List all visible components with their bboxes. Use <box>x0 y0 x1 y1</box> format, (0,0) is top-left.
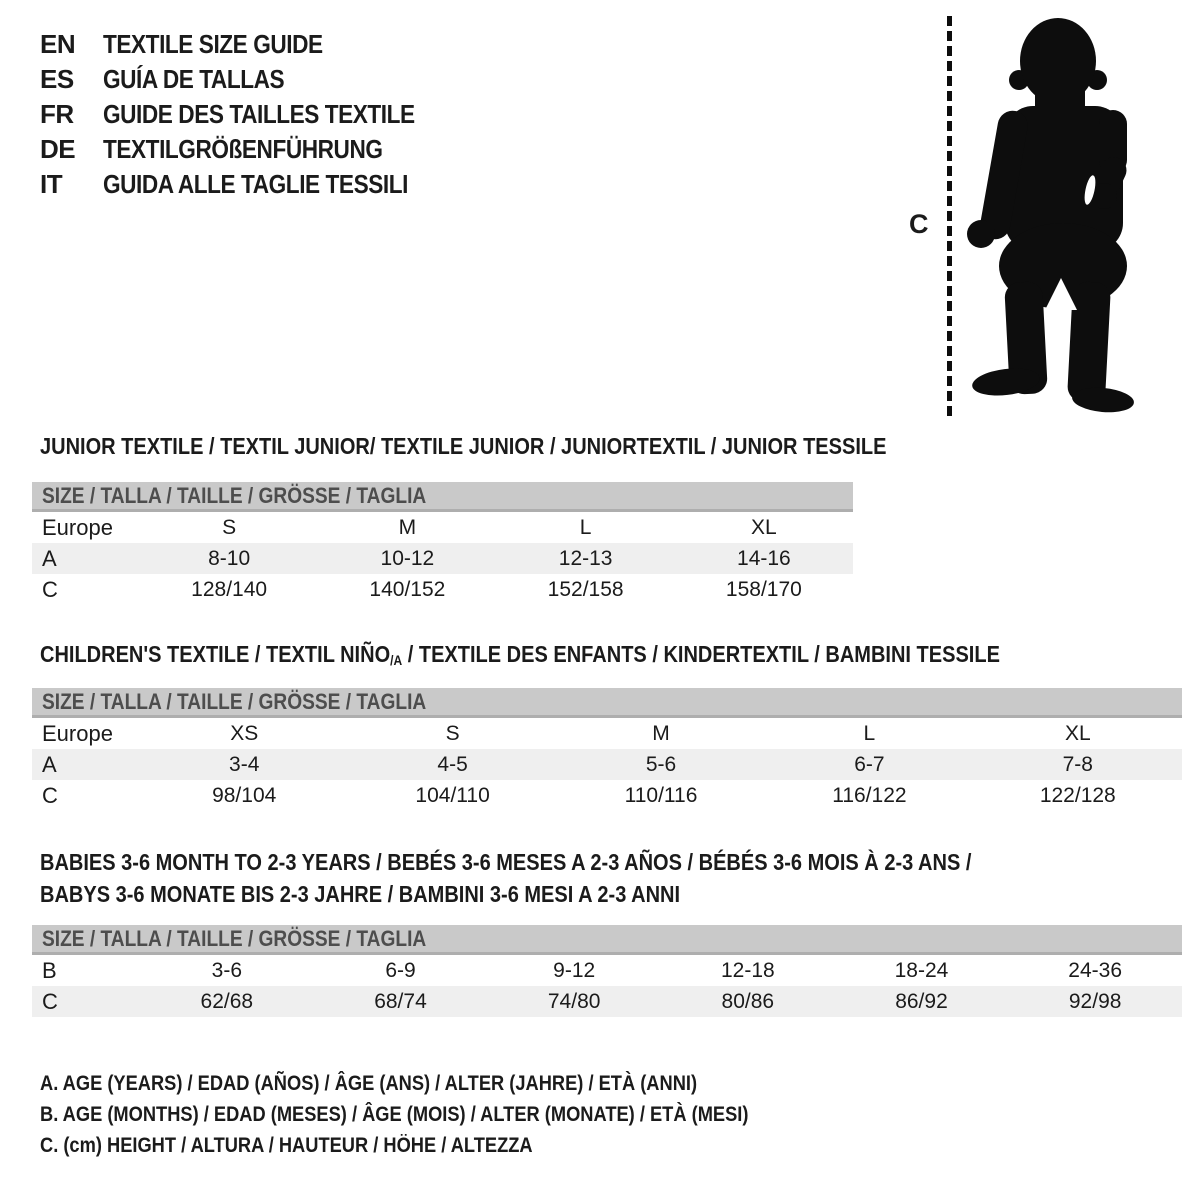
table-row <box>32 574 853 605</box>
language-guide-title: GUIDE DES TAILLES TEXTILE <box>103 99 415 129</box>
legend-line-text: C. (cm) HEIGHT / ALTURA / HAUTEUR / HÖHE / ALTEZZA <box>40 1134 533 1157</box>
table-cell: 140/152 <box>369 577 446 601</box>
table-cell: 62/68 <box>200 989 254 1013</box>
junior-section-title <box>40 433 1013 459</box>
children-title-subscript: /A <box>390 653 403 669</box>
language-guide-title: GUIDA ALLE TAGLIE TESSILI <box>103 169 408 199</box>
height-measure-line <box>947 16 952 416</box>
language-code: IT <box>40 169 63 199</box>
table-cell: 152/158 <box>547 577 624 601</box>
language-title-row <box>40 167 461 202</box>
language-title-list <box>40 27 461 202</box>
language-code: EN <box>40 29 76 59</box>
language-title-row <box>40 97 461 132</box>
table-cell: 128/140 <box>191 577 268 601</box>
children-size-table <box>32 688 1182 811</box>
table-cell: 4-5 <box>437 752 468 776</box>
toddler-leg-right <box>1067 281 1111 403</box>
size-header-label: SIZE / TALLA / TAILLE / GRÖSSE / TAGLIA <box>42 689 427 714</box>
table-cell: M <box>652 721 670 745</box>
table-cell: 86/92 <box>895 989 948 1013</box>
table-cell: XL <box>751 515 777 539</box>
table-row <box>32 780 1182 811</box>
size-header-label: SIZE / TALLA / TAILLE / GRÖSSE / TAGLIA <box>42 926 427 951</box>
babies-section-title-line2 <box>40 881 776 907</box>
table-cell: S <box>222 515 237 539</box>
legend-line <box>40 1099 854 1130</box>
language-code: DE <box>40 134 76 164</box>
table-cell: 24-36 <box>1068 958 1123 982</box>
table-cell: 7-8 <box>1062 752 1093 776</box>
size-header-label: SIZE / TALLA / TAILLE / GRÖSSE / TAGLIA <box>42 483 427 508</box>
table-cell: 14-16 <box>737 546 791 570</box>
junior-size-header-bar <box>32 482 853 512</box>
row-label: Europe <box>42 720 113 746</box>
table-cell: XL <box>1064 721 1091 745</box>
table-cell: 8-10 <box>208 546 251 570</box>
table-cell: L <box>863 721 876 745</box>
legend-line-text: B. AGE (MONTHS) / EDAD (MESES) / ÂGE (MOIS) / ALTER (MONATE) / ETÀ (MESI) <box>40 1103 749 1126</box>
row-label: B <box>42 957 57 983</box>
toddler-body <box>967 18 1135 415</box>
table-cell: 80/86 <box>721 989 775 1013</box>
babies-section-title-line1-text: BABIES 3-6 MONTH TO 2-3 YEARS / BEBÉS 3-6 MESES A 2-3 AÑOS / BÉBÉS 3-6 MOIS À 2-3 ANS / <box>40 849 972 875</box>
table-cell: 74/80 <box>547 989 601 1013</box>
language-code: ES <box>40 64 74 94</box>
table-row <box>32 749 1182 780</box>
junior-table-body <box>32 512 853 605</box>
table-cell: 6-7 <box>854 752 885 776</box>
table-row <box>32 718 1182 749</box>
junior-size-table <box>32 482 853 605</box>
row-label: C <box>42 576 58 602</box>
table-cell: 110/116 <box>624 783 698 807</box>
language-guide-title: GUÍA DE TALLAS <box>103 64 285 94</box>
table-cell: 116/122 <box>832 783 907 807</box>
table-row <box>32 955 1182 986</box>
babies-section-title-line1 <box>40 849 1111 875</box>
table-cell: 98/104 <box>212 783 277 807</box>
table-cell: 5-6 <box>645 752 677 776</box>
language-guide-title: TEXTILGRÖßENFÜHRUNG <box>103 134 383 164</box>
language-code: FR <box>40 99 74 129</box>
language-title-row <box>40 62 461 97</box>
height-measure-label: C <box>909 209 929 239</box>
table-cell: XS <box>230 721 259 745</box>
children-section-title <box>40 641 1143 671</box>
children-table-body <box>32 718 1182 811</box>
table-cell: 12-18 <box>720 958 775 982</box>
junior-section-title-text: JUNIOR TEXTILE / TEXTIL JUNIOR/ TEXTILE JUNIOR / JUNIORTEXTIL / JUNIOR TESSILE <box>40 433 887 459</box>
table-cell: 10-12 <box>380 546 435 570</box>
children-title-part1: CHILDREN'S TEXTILE / TEXTIL NIÑO <box>40 641 391 667</box>
language-title-row <box>40 132 461 167</box>
table-cell: 122/128 <box>1039 783 1116 807</box>
legend-line-text: A. AGE (YEARS) / EDAD (AÑOS) / ÂGE (ANS) / ALTER (JAHRE) / ETÀ (ANNI) <box>40 1072 698 1095</box>
row-label: A <box>42 751 57 777</box>
table-row <box>32 986 1182 1017</box>
row-label: C <box>42 988 58 1014</box>
toddler-silhouette <box>965 14 1137 420</box>
language-title-row <box>40 27 461 62</box>
babies-section-title-line2-text: BABYS 3-6 MONATE BIS 2-3 JAHRE / BAMBINI 3-6 MESI A 2-3 ANNI <box>40 881 681 907</box>
babies-size-header-bar <box>32 925 1182 955</box>
table-row <box>32 512 853 543</box>
table-cell: 9-12 <box>553 958 596 982</box>
table-cell: 68/74 <box>374 989 427 1013</box>
children-size-header-bar <box>32 688 1182 718</box>
table-cell: 3-4 <box>229 752 260 776</box>
table-cell: 92/98 <box>1068 989 1122 1013</box>
row-label: A <box>42 545 57 571</box>
toddler-hand-left <box>967 220 995 248</box>
table-cell: 12-13 <box>558 546 613 570</box>
table-cell: 104/110 <box>415 783 490 807</box>
table-cell: S <box>445 721 460 745</box>
children-title-part2: / TEXTILE DES ENFANTS / KINDERTEXTIL / BAMBINI TESSILE <box>402 641 1000 667</box>
measurement-legend <box>40 1068 854 1161</box>
babies-size-table <box>32 925 1182 1017</box>
row-label: Europe <box>42 514 113 540</box>
language-guide-title: TEXTILE SIZE GUIDE <box>103 29 323 59</box>
legend-line <box>40 1068 854 1099</box>
table-cell: 6-9 <box>385 958 416 982</box>
table-cell: 18-24 <box>894 958 949 982</box>
table-cell: M <box>398 515 417 539</box>
table-row <box>32 543 853 574</box>
table-cell: L <box>579 515 592 539</box>
babies-table-body <box>32 955 1182 1017</box>
legend-line <box>40 1130 854 1161</box>
children-section-title-text <box>40 641 1000 671</box>
table-cell: 3-6 <box>211 958 242 982</box>
row-label: C <box>42 782 58 808</box>
table-cell: 158/170 <box>725 577 802 601</box>
